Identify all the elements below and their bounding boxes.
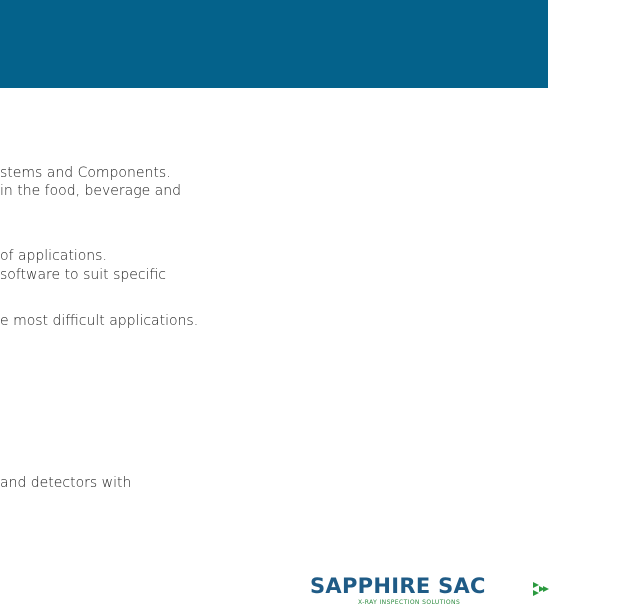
body-line-5: e most difficult applications. (0, 313, 199, 329)
body-line-2: in the food, beverage and (0, 183, 182, 199)
header-band (0, 0, 548, 88)
body-line-4: software to suit specific (0, 267, 166, 283)
logo-wordmark: SAPPHIRE SAC (310, 574, 486, 598)
sapphire-sac-logo (310, 574, 550, 610)
body-line-3: of applications. (0, 248, 107, 264)
body-line-6: and detectors with (0, 475, 132, 491)
logo-tagline: X-RAY INSPECTION SOLUTIONS (358, 599, 461, 606)
body-line-1: stems and Components. (0, 165, 171, 181)
play-triangles-icon (532, 580, 550, 598)
